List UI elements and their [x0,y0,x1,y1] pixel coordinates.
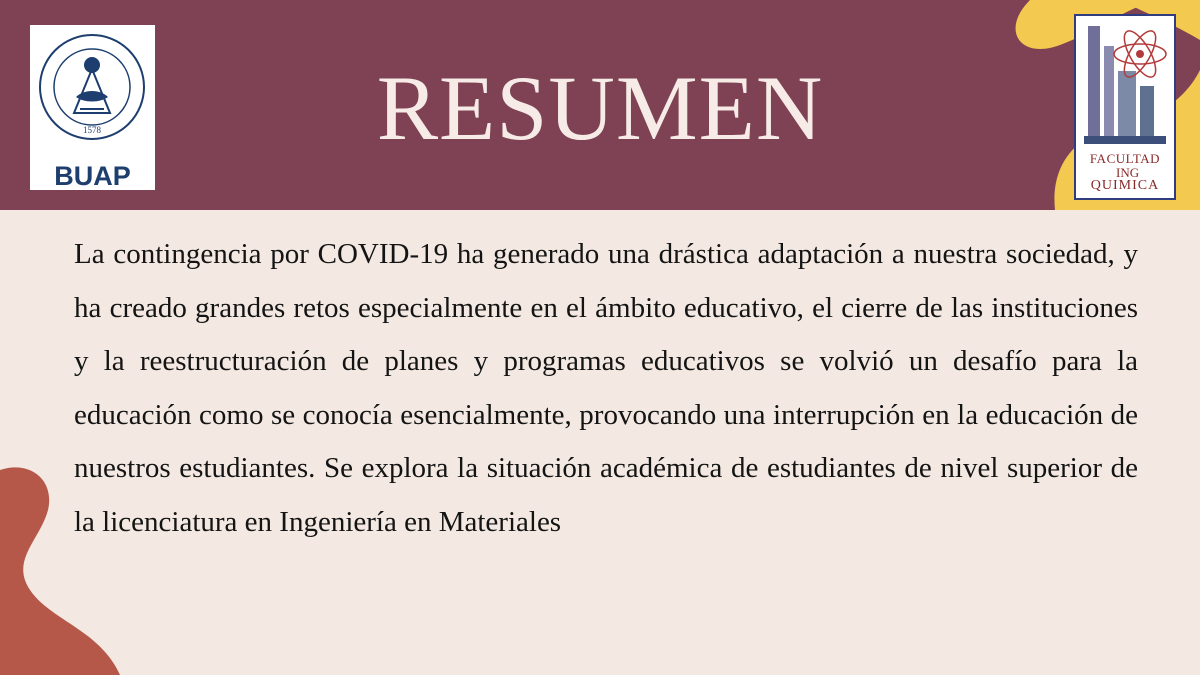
logo-text-quimica: QUIMICA [1090,178,1160,193]
facultad-ingenieria-quimica-logo [1074,14,1176,200]
slide-title: RESUMEN [376,57,824,159]
summary-paragraph: La contingencia por COVID-19 ha generado una drástica adaptación a nuestra sociedad, y ha creado grandes retos especialmente en el ámbito educativo, el cierre de las instituciones y la reestructuración de planes y programas educativos se volvió un desafío para la educación como se conocía esencialmente, provocando una interrupción en la educación de nuestros estudiantes. Se explora la situación académica de estudiantes de nivel superior de la licenciatura en Ingeniería en Materiales [74,238,1138,538]
terracotta-wave-decoration [0,440,140,675]
chemical-plant-icon [1076,16,1174,150]
header-band [0,0,1200,210]
buap-name: BUAP [54,161,131,191]
svg-text:1578: 1578 [83,125,101,135]
logo-text-ing: ING [1116,165,1140,180]
logo-text-facultad: FACULTAD [1089,151,1161,166]
